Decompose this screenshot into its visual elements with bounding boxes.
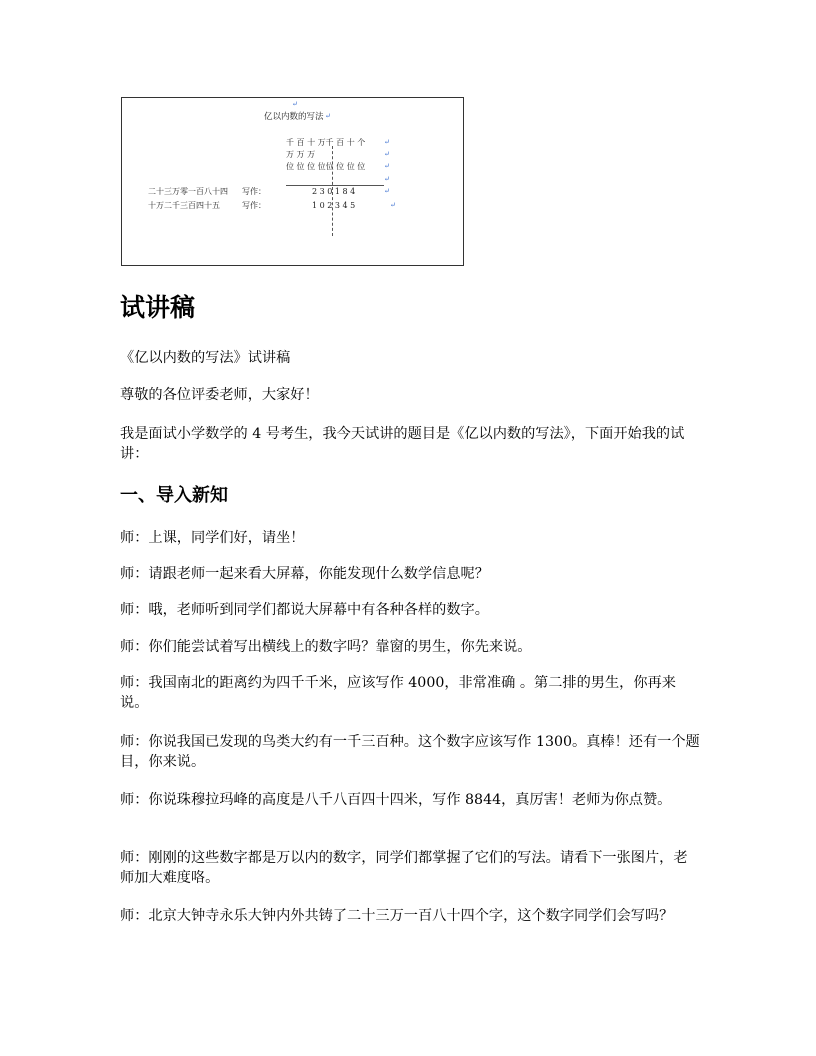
paragraph-mark: ↵ bbox=[292, 100, 298, 108]
paragraph-mark: ↵ bbox=[384, 150, 390, 158]
document-title: 试讲稿 bbox=[120, 293, 196, 322]
body-paragraph: 师：你们能尝试着写出横线上的数字吗？靠窗的男生，你先来说。 bbox=[120, 639, 532, 655]
body-paragraph: 师：北京大钟寺永乐大钟内外共铸了二十三万一百八十四个字，这个数字同学们会写吗？ bbox=[120, 908, 674, 924]
body-paragraph: 师：请跟老师一起来看大屏幕，你能发现什么数学信息呢？ bbox=[120, 566, 489, 582]
paragraph-mark: ↵ bbox=[384, 162, 390, 170]
body-paragraph: 师：你说珠穆拉玛峰的高度是八千八百四十四米，写作 8844，真厉害！老师为你点赞。 bbox=[120, 792, 672, 808]
row-1-digits: 2 3 0 1 8 4 bbox=[312, 187, 356, 196]
place-value-figure bbox=[121, 97, 464, 266]
paragraph-mark: ↵ bbox=[384, 187, 390, 195]
greeting: 尊敬的各位评委老师，大家好！ bbox=[120, 387, 319, 403]
place-header-row-3: 位 位 位 位位 位 位 位 bbox=[286, 162, 366, 171]
doc-subtitle: 《亿以内数的写法》试讲稿 bbox=[120, 350, 291, 366]
paragraph-mark: ↵ bbox=[384, 138, 390, 146]
row-2-action: 写作： bbox=[242, 201, 266, 210]
body-paragraph: 师：上课，同学们好，请坐！ bbox=[120, 530, 305, 546]
row-2-label: 十万二千三百四十五 bbox=[148, 201, 220, 210]
header-rule bbox=[286, 185, 384, 186]
body-paragraph: 师：哦，老师听到同学们都说大屏幕中有各种各样的数字。 bbox=[120, 602, 489, 618]
row-1-action: 写作： bbox=[242, 187, 266, 196]
body-paragraph: 师：刚刚的这些数字都是万以内的数字，同学们都掌握了它们的写法。请看下一张图片，老师加大难度咯。 bbox=[120, 850, 688, 886]
paragraph-mark: ↵ bbox=[384, 175, 390, 183]
paragraph-mark: ↵ bbox=[325, 112, 331, 120]
place-header-row-1: 千 百 十 万千 百 十 个 bbox=[286, 138, 366, 147]
section-heading-1: 一、导入新知 bbox=[120, 485, 228, 506]
body-paragraph: 师：我国南北的距离约为四千千米，应该写作 4000，非常准确 。第二排的男生，你再来说。 bbox=[120, 675, 676, 711]
intro-paragraph: 我是面试小学数学的 4 号考生，我今天试讲的题目是《亿以内数的写法》，下面开始我的试讲： bbox=[120, 426, 685, 462]
paragraph-mark: ↵ bbox=[390, 201, 396, 209]
row-2-digits: 1 0 2 3 4 5 bbox=[312, 201, 356, 210]
body-paragraph: 师：你说我国已发现的鸟类大约有一千三百种。这个数字应该写作 1300。真棒！还有一个题目，你来说。 bbox=[120, 734, 700, 770]
figure-title: 亿以内数的写法 bbox=[264, 112, 324, 122]
row-1-label: 二十三万零一百八十四 bbox=[148, 187, 228, 196]
place-header-row-2: 万 万 万 bbox=[286, 150, 316, 159]
